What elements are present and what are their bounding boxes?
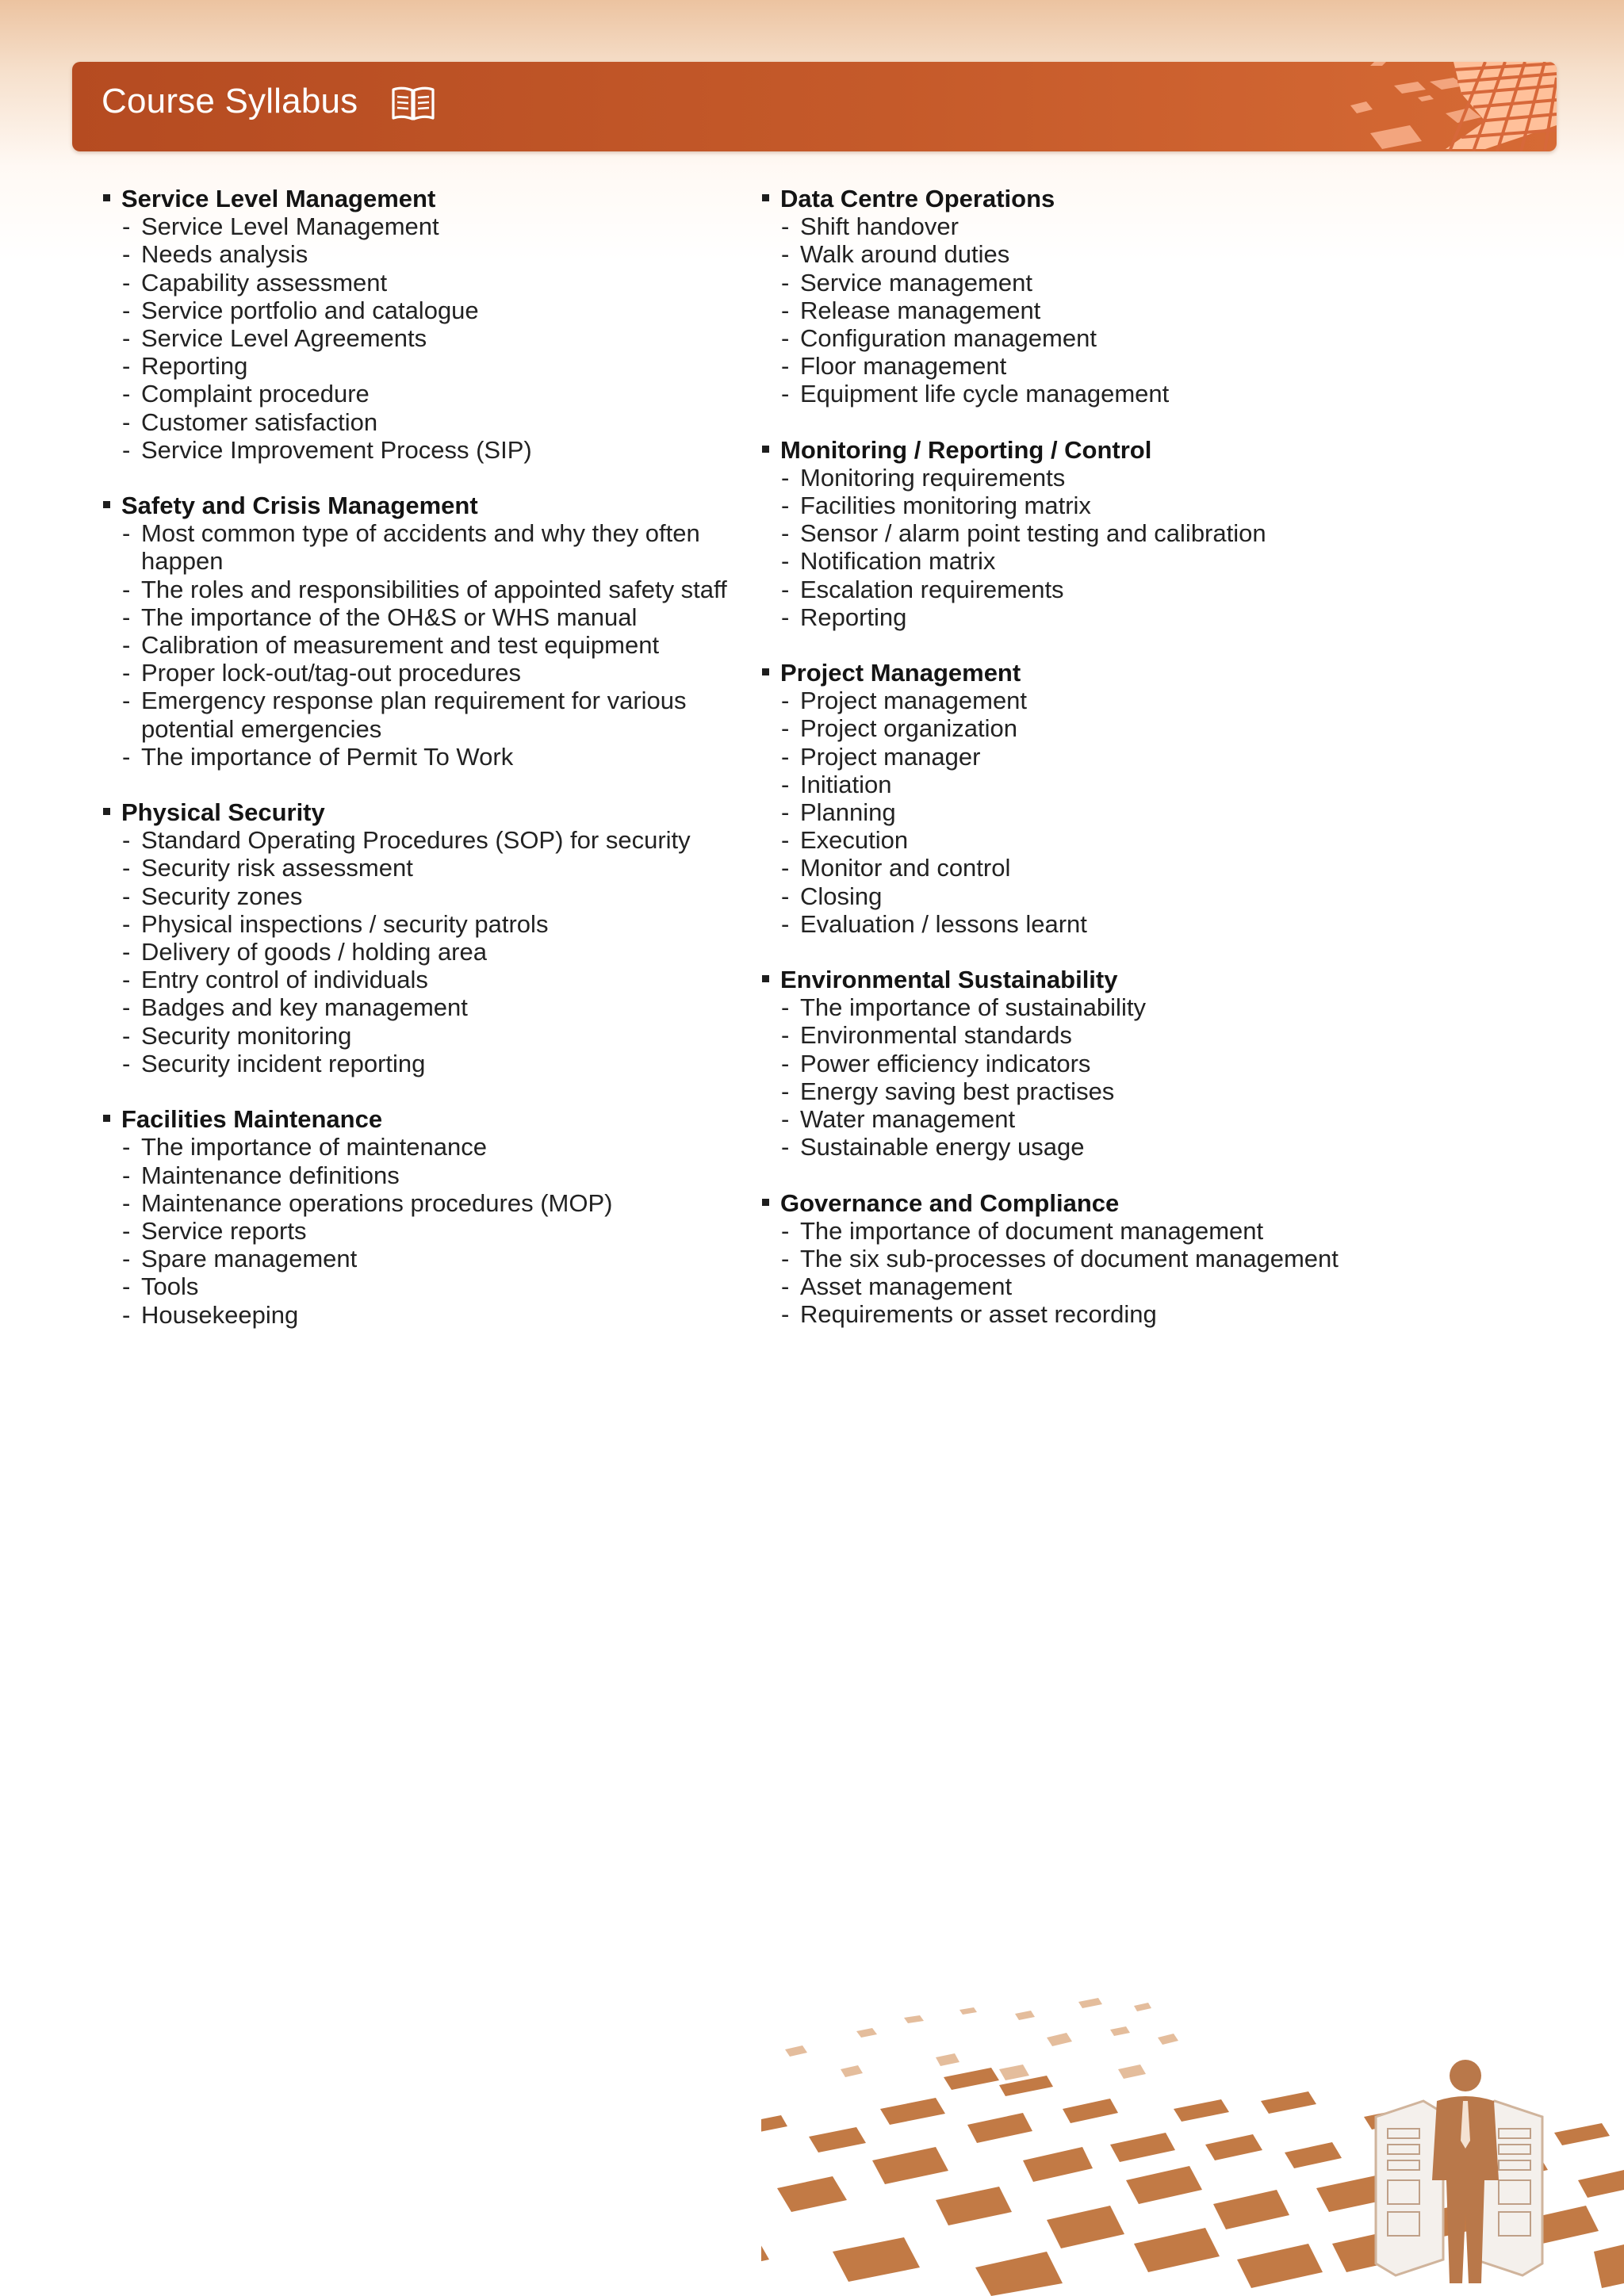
topic-text: The importance of document management — [800, 1216, 1264, 1245]
dash-bullet-icon: - — [122, 938, 131, 966]
topic-text: Housekeeping — [141, 1300, 299, 1329]
topic-text: Most common type of accidents and why they often happen — [141, 519, 700, 576]
dash-bullet-icon: - — [781, 1272, 790, 1301]
topic-text: The importance of the OH&S or WHS manual — [141, 603, 638, 631]
topic-item — [102, 993, 752, 1021]
dash-bullet-icon: - — [122, 687, 131, 715]
dash-bullet-icon: - — [781, 492, 790, 520]
dash-bullet-icon: - — [781, 909, 790, 938]
dash-bullet-icon: - — [122, 519, 131, 548]
topic-text: Service Level Agreements — [141, 324, 427, 353]
topic-text: Reporting — [141, 352, 248, 381]
syllabus-right-column — [760, 185, 1411, 1357]
dash-bullet-icon: - — [122, 966, 131, 994]
topic-text: Sensor / alarm point testing and calibration — [800, 519, 1266, 548]
topic-item — [102, 743, 752, 771]
syllabus-section — [760, 966, 1411, 1161]
dash-bullet-icon: - — [122, 240, 131, 269]
topic-text: Service Level Management — [141, 212, 439, 241]
topic-text: Security monitoring — [141, 1021, 352, 1050]
topic-text: Project organization — [800, 714, 1017, 743]
topic-text: Project manager — [800, 742, 981, 771]
topic-text: The six sub-processes of document management — [800, 1244, 1339, 1272]
topic-item — [760, 603, 1411, 631]
topic-text: Calibration of measurement and test equipment — [141, 631, 660, 660]
syllabus-section — [760, 436, 1411, 631]
topic-text: Security incident reporting — [141, 1049, 426, 1077]
topic-item — [760, 743, 1411, 771]
topic-text: Service Improvement Process (SIP) — [141, 435, 532, 464]
topic-text: Escalation requirements — [800, 575, 1064, 603]
topic-text: Floor management — [800, 352, 1007, 381]
dash-bullet-icon: - — [781, 603, 790, 631]
dash-bullet-icon: - — [781, 1021, 790, 1050]
topic-item — [760, 297, 1411, 324]
dash-bullet-icon: - — [781, 547, 790, 576]
topic-text: Service reports — [141, 1216, 307, 1245]
topic-list — [760, 993, 1411, 1161]
topic-item — [102, 1161, 752, 1189]
topic-list — [760, 1217, 1411, 1329]
topic-item — [102, 1217, 752, 1245]
topic-text: Maintenance operations procedures (MOP) — [141, 1188, 613, 1217]
square-bullet-icon — [762, 975, 769, 982]
topic-item — [102, 269, 752, 297]
topic-item — [102, 380, 752, 408]
topic-list — [760, 212, 1411, 408]
topic-text: The importance of Permit To Work — [141, 742, 514, 771]
topic-text: Emergency response plan requirement for various potential emergencies — [141, 687, 687, 743]
open-book-icon — [390, 85, 436, 123]
square-bullet-icon — [762, 446, 769, 453]
topic-item — [102, 938, 752, 966]
syllabus-section — [102, 185, 752, 464]
topic-item — [102, 1189, 752, 1217]
syllabus-header-banner — [72, 62, 1557, 151]
topic-item — [760, 1077, 1411, 1105]
dash-bullet-icon: - — [122, 1300, 131, 1329]
dash-bullet-icon: - — [781, 519, 790, 548]
topic-text: Execution — [800, 826, 909, 855]
dash-bullet-icon: - — [122, 631, 131, 660]
square-bullet-icon — [103, 501, 110, 508]
dash-bullet-icon: - — [122, 324, 131, 353]
syllabus-left-column — [102, 185, 752, 1357]
dash-bullet-icon: - — [122, 854, 131, 882]
topic-item — [102, 297, 752, 324]
square-bullet-icon — [103, 1115, 110, 1122]
topic-text: Capability assessment — [141, 268, 388, 297]
topic-text: Spare management — [141, 1245, 358, 1273]
topic-text: Project management — [800, 687, 1028, 715]
topic-item — [760, 1050, 1411, 1077]
dash-bullet-icon: - — [781, 324, 790, 353]
topic-text: Facilities monitoring matrix — [800, 492, 1091, 520]
dash-bullet-icon: - — [122, 352, 131, 381]
dash-bullet-icon: - — [781, 1300, 790, 1329]
topic-text: Planning — [800, 798, 896, 827]
dash-bullet-icon: - — [781, 1077, 790, 1105]
topic-list — [102, 519, 752, 771]
dash-bullet-icon: - — [781, 575, 790, 603]
topic-item — [760, 798, 1411, 826]
dash-bullet-icon: - — [781, 1216, 790, 1245]
topic-text: Security zones — [141, 882, 303, 910]
topic-item — [102, 1272, 752, 1300]
square-bullet-icon — [103, 194, 110, 201]
dash-bullet-icon: - — [122, 1021, 131, 1050]
topic-text: Requirements or asset recording — [800, 1300, 1157, 1329]
topic-item — [102, 631, 752, 659]
dash-bullet-icon: - — [122, 575, 131, 603]
dash-bullet-icon: - — [781, 1244, 790, 1272]
topic-text: The importance of maintenance — [141, 1133, 487, 1161]
topic-text: Security risk assessment — [141, 854, 413, 882]
syllabus-section — [102, 798, 752, 1077]
topic-text: Monitoring requirements — [800, 463, 1066, 492]
dash-bullet-icon: - — [781, 296, 790, 324]
topic-item — [760, 993, 1411, 1021]
data-centre-illustration — [761, 1982, 1624, 2296]
topic-item — [760, 1300, 1411, 1328]
dash-bullet-icon: - — [781, 742, 790, 771]
topic-text: Notification matrix — [800, 547, 996, 576]
header-grid-decoration — [1113, 62, 1557, 151]
dash-bullet-icon: - — [122, 882, 131, 910]
topic-item — [102, 240, 752, 268]
dash-bullet-icon: - — [122, 909, 131, 938]
topic-item — [760, 1272, 1411, 1300]
square-bullet-icon — [762, 1199, 769, 1206]
topic-text: Tools — [141, 1272, 199, 1301]
topic-text: Equipment life cycle management — [800, 380, 1170, 408]
topic-item — [102, 826, 752, 854]
topic-item — [102, 966, 752, 993]
dash-bullet-icon: - — [122, 1216, 131, 1245]
topic-list — [102, 826, 752, 1077]
syllabus-section — [760, 1189, 1411, 1329]
topic-item — [102, 1301, 752, 1329]
dash-bullet-icon: - — [781, 352, 790, 381]
section-heading: Governance and Compliance — [760, 1189, 1411, 1217]
topic-text: Release management — [800, 296, 1041, 324]
topic-text: The roles and responsibilities of appointed safety staff — [141, 575, 727, 603]
square-bullet-icon — [762, 194, 769, 201]
topic-text: Evaluation / lessons learnt — [800, 909, 1087, 938]
section-heading: Monitoring / Reporting / Control — [760, 436, 1411, 464]
topic-item — [760, 547, 1411, 575]
topic-text: Entry control of individuals — [141, 966, 428, 994]
section-heading: Service Level Management — [102, 185, 752, 212]
dash-bullet-icon: - — [122, 1161, 131, 1189]
page-title: Course Syllabus — [102, 82, 358, 121]
topic-text: Complaint procedure — [141, 380, 370, 408]
dash-bullet-icon: - — [781, 1133, 790, 1161]
topic-item — [102, 519, 752, 575]
dash-bullet-icon: - — [122, 380, 131, 408]
topic-text: The importance of sustainability — [800, 993, 1146, 1022]
topic-list — [102, 1133, 752, 1328]
topic-item — [102, 910, 752, 938]
topic-item — [760, 882, 1411, 910]
section-heading: Safety and Crisis Management — [102, 492, 752, 519]
topic-item — [102, 1022, 752, 1050]
dash-bullet-icon: - — [122, 826, 131, 855]
dash-bullet-icon: - — [781, 1105, 790, 1134]
section-heading: Project Management — [760, 659, 1411, 687]
dash-bullet-icon: - — [781, 854, 790, 882]
topic-item — [102, 1050, 752, 1077]
dash-bullet-icon: - — [122, 435, 131, 464]
square-bullet-icon — [103, 808, 110, 815]
dash-bullet-icon: - — [122, 1188, 131, 1217]
topic-item — [102, 854, 752, 882]
topic-item — [760, 352, 1411, 380]
syllabus-section — [760, 659, 1411, 938]
syllabus-section — [760, 185, 1411, 408]
topic-text: Maintenance definitions — [141, 1161, 400, 1189]
topic-item — [102, 659, 752, 687]
topic-item — [760, 1021, 1411, 1049]
topic-text: Delivery of goods / holding area — [141, 938, 487, 966]
dash-bullet-icon: - — [122, 1245, 131, 1273]
topic-item — [102, 882, 752, 910]
topic-text: Configuration management — [800, 324, 1097, 353]
topic-list — [102, 212, 752, 464]
topic-text: Closing — [800, 882, 883, 910]
topic-item — [760, 714, 1411, 742]
section-heading: Facilities Maintenance — [102, 1105, 752, 1133]
topic-item — [760, 1105, 1411, 1133]
topic-text: Walk around duties — [800, 240, 1010, 269]
topic-item — [102, 1133, 752, 1161]
topic-item — [102, 1245, 752, 1272]
topic-item — [760, 240, 1411, 268]
topic-item — [760, 269, 1411, 297]
topic-item — [102, 576, 752, 603]
topic-list — [760, 464, 1411, 631]
dash-bullet-icon: - — [781, 826, 790, 855]
topic-item — [760, 1245, 1411, 1272]
topic-text: Physical inspections / security patrols — [141, 909, 549, 938]
topic-item — [102, 436, 752, 464]
dash-bullet-icon: - — [122, 603, 131, 631]
dash-bullet-icon: - — [122, 268, 131, 297]
syllabus-section — [102, 1105, 752, 1329]
syllabus-section — [102, 492, 752, 771]
topic-item — [760, 687, 1411, 714]
dash-bullet-icon: - — [122, 659, 131, 687]
topic-text: Shift handover — [800, 212, 959, 241]
topic-item — [760, 826, 1411, 854]
topic-item — [102, 603, 752, 631]
topic-item — [102, 324, 752, 352]
dash-bullet-icon: - — [781, 882, 790, 910]
topic-text: Asset management — [800, 1272, 1013, 1301]
topic-text: Service management — [800, 268, 1032, 297]
dash-bullet-icon: - — [781, 714, 790, 743]
topic-text: Service portfolio and catalogue — [141, 296, 479, 324]
topic-item — [102, 352, 752, 380]
topic-text: Badges and key management — [141, 993, 468, 1022]
topic-item — [102, 408, 752, 436]
square-bullet-icon — [762, 668, 769, 675]
dash-bullet-icon: - — [781, 770, 790, 798]
section-heading: Physical Security — [102, 798, 752, 826]
topic-item — [760, 1217, 1411, 1245]
topic-text: Proper lock-out/tag-out procedures — [141, 659, 522, 687]
topic-list — [760, 687, 1411, 938]
dash-bullet-icon: - — [781, 993, 790, 1022]
topic-item — [760, 1133, 1411, 1161]
dash-bullet-icon: - — [781, 240, 790, 269]
dash-bullet-icon: - — [781, 798, 790, 827]
topic-text: Environmental standards — [800, 1021, 1072, 1050]
topic-text: Initiation — [800, 770, 892, 798]
topic-item — [760, 492, 1411, 519]
topic-item — [760, 910, 1411, 938]
dash-bullet-icon: - — [122, 1049, 131, 1077]
dash-bullet-icon: - — [781, 268, 790, 297]
topic-item — [760, 854, 1411, 882]
topic-item — [760, 771, 1411, 798]
topic-text: Standard Operating Procedures (SOP) for security — [141, 826, 691, 855]
topic-item — [760, 519, 1411, 547]
dash-bullet-icon: - — [781, 1049, 790, 1077]
dash-bullet-icon: - — [122, 742, 131, 771]
topic-item — [760, 380, 1411, 408]
topic-item — [760, 464, 1411, 492]
dash-bullet-icon: - — [781, 463, 790, 492]
topic-item — [102, 212, 752, 240]
topic-text: Monitor and control — [800, 854, 1011, 882]
server-rack-left-icon — [1376, 2101, 1443, 2275]
topic-text: Energy saving best practises — [800, 1077, 1115, 1105]
dash-bullet-icon: - — [122, 1272, 131, 1301]
topic-text: Sustainable energy usage — [800, 1133, 1085, 1161]
topic-text: Needs analysis — [141, 240, 308, 269]
section-heading: Environmental Sustainability — [760, 966, 1411, 993]
dash-bullet-icon: - — [122, 993, 131, 1022]
topic-text: Power efficiency indicators — [800, 1049, 1091, 1077]
topic-text: Reporting — [800, 603, 907, 631]
topic-text: Water management — [800, 1105, 1016, 1134]
dash-bullet-icon: - — [122, 296, 131, 324]
dash-bullet-icon: - — [122, 212, 131, 241]
dash-bullet-icon: - — [122, 1133, 131, 1161]
topic-item — [760, 324, 1411, 352]
section-heading: Data Centre Operations — [760, 185, 1411, 212]
topic-text: Customer satisfaction — [141, 408, 378, 436]
topic-item — [760, 576, 1411, 603]
dash-bullet-icon: - — [781, 212, 790, 241]
dash-bullet-icon: - — [122, 408, 131, 436]
dash-bullet-icon: - — [781, 687, 790, 715]
topic-item — [102, 687, 752, 742]
topic-item — [760, 212, 1411, 240]
dash-bullet-icon: - — [781, 380, 790, 408]
